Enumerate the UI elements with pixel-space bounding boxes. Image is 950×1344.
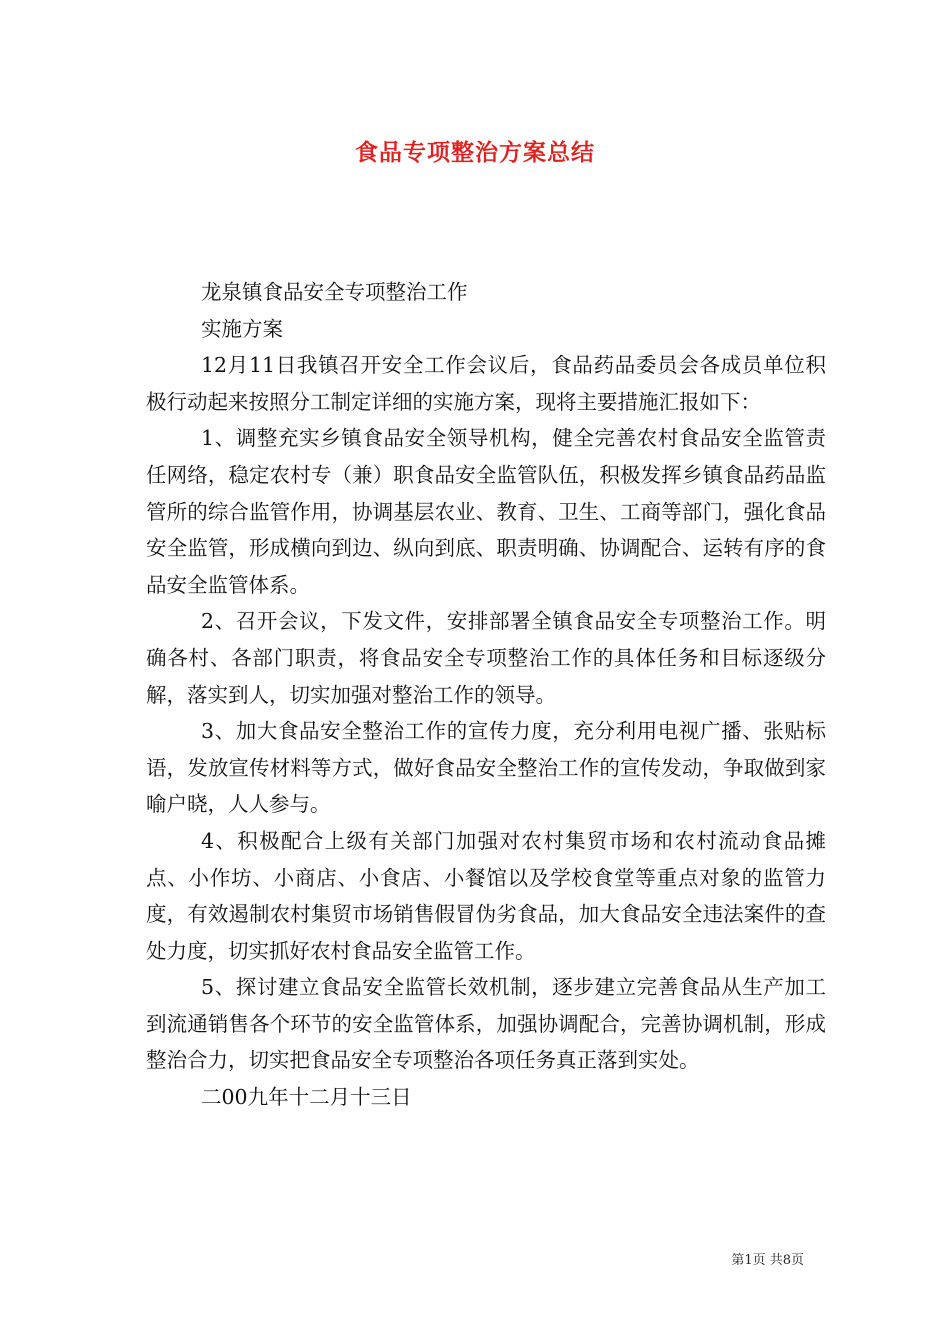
document-title: 食品专项整治方案总结 [355,139,595,166]
paragraph-item-4: 4、积极配合上级有关部门加强对农村集贸市场和农村流动食品摊点、小作坊、小商店、小食店、小餐馆以及学校食堂等重点对象的监管力度，有效遏制农村集贸市场销售假冒伪劣食品，加大食品安全违法案件的查处力度，切实抓好农村食品安全监管工作。 [146,828,826,963]
paragraph-item-1: 1、调整充实乡镇食品安全领导机构，健全完善农村食品安全监管责任网络，稳定农村专（兼）职食品安全监管队伍，积极发挥乡镇食品药品监管所的综合监管作用，协调基层农业、教育、卫生、工商等部门，强化食品安全监管，形成横向到边、纵向到底、职责明确、协调配合、运转有序的食品安全监管体系。 [146,426,826,597]
paragraph-intro: 12月11日我镇召开安全工作会议后，食品药品委员会各成员单位积极行动起来按照分工制定详细的实施方案，现将主要措施汇报如下： [146,353,826,414]
page-number-footer: 第1页 共8页 [731,1253,804,1268]
heading-line-2: 实施方案 [201,316,283,341]
paragraph-item-5: 5、探讨建立食品安全监管长效机制，逐步建立完善食品从生产加工到流通销售各个环节的安全监管体系，加强协调配合，完善协调机制，形成整治合力，切实把食品安全专项整治各项任务真正落到实处。 [146,975,826,1073]
document-date: 二00九年十二月十三日 [201,1085,412,1110]
heading-line-1: 龙泉镇食品安全专项整治工作 [201,280,468,304]
paragraph-item-3: 3、加大食品安全整治工作的宣传力度，充分利用电视广播、张贴标语，发放宣传材料等方式，做好食品安全整治工作的宣传发动，争取做到家喻户晓，人人参与。 [146,719,826,817]
document-body [146,274,826,1116]
paragraph-item-2: 2、召开会议，下发文件，安排部署全镇食品安全专项整治工作。明确各村、各部门职责，将食品安全专项整治工作的具体任务和目标逐级分解，落实到人，切实加强对整治工作的领导。 [146,609,826,707]
